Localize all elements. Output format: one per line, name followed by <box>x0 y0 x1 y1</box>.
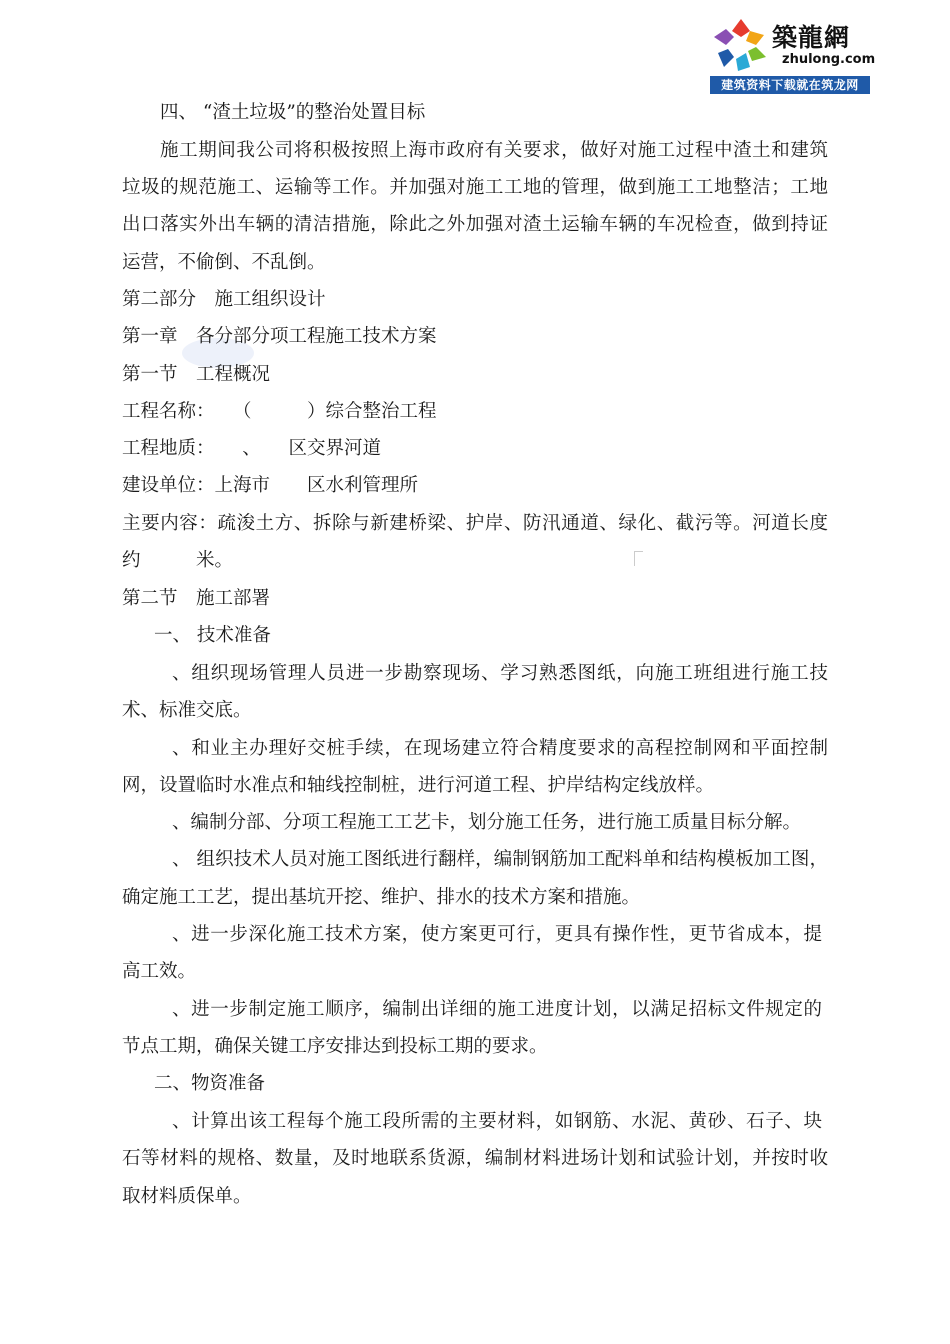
project-content: 主要内容：疏浚土方、拆除与新建桥梁、护岸、防汛通道、绿化、截污等。河道长度 <box>122 513 828 534</box>
list-item: 确定施工工艺，提出基坑开挖、维护、排水的技术方案和措施。 <box>122 887 641 908</box>
list-item: 高工效。 <box>122 961 197 982</box>
list-item: 石等材料的规格、数量，及时地联系货源，编制材料进场计划和试验计划，并按时收 <box>122 1148 828 1169</box>
list-item: 术、标准交底。 <box>122 700 252 721</box>
list-item: 节点工期，确保关键工序安排达到投标工期的要求。 <box>122 1036 548 1057</box>
project-name: 工程名称： （ ）综合整治工程 <box>122 401 437 422</box>
logo-slogan: 建筑资料下载就在筑龙网 <box>710 76 870 94</box>
list-item: 、 组织技术人员对施工图纸进行翻样，编制钢筋加工配料单和结构模板加工图， <box>172 849 828 870</box>
section-heading: 第二节 施工部署 <box>122 588 271 609</box>
list-item: 、进一步制定施工顺序，编制出详细的施工进度计划，以满足招标文件规定的 <box>172 999 822 1020</box>
list-item: 、组织现场管理人员进一步勘察现场、学习熟悉图纸，向施工班组进行施工技 <box>172 663 828 684</box>
paragraph-line: 运营，不偷倒、不乱倒。 <box>122 252 326 273</box>
zhulong-mark-icon <box>712 17 770 75</box>
part-heading: 第二部分 施工组织设计 <box>122 289 326 310</box>
list-item: 、计算出该工程每个施工段所需的主要材料，如钢筋、水泥、黄砂、石子、块 <box>172 1111 822 1132</box>
zhulong-logo <box>710 14 876 94</box>
section-heading: 四、 “渣土垃圾”的整治处置目标 <box>160 102 426 123</box>
project-owner: 建设单位：上海市 区水利管理所 <box>122 475 419 496</box>
list-item: 网，设置临时水准点和轴线控制桩，进行河道工程、护岸结构定线放样。 <box>122 775 715 796</box>
list-item: 、进一步深化施工技术方案，使方案更可行，更具有操作性，更节省成本，提 <box>172 924 822 945</box>
chapter-heading: 第一章 各分部分项工程施工技术方案 <box>122 326 437 347</box>
logo-name: 築龍網 <box>772 23 851 52</box>
paragraph-line: 出口落实外出车辆的清洁措施，除此之外加强对渣土运输车辆的车况检查，做到持证 <box>122 214 828 235</box>
project-content: 约 米。 <box>122 550 234 571</box>
project-geology: 工程地质： 、 区交界河道 <box>122 438 382 459</box>
corner-mark <box>634 551 643 566</box>
subsection-heading: 一、 技术准备 <box>154 625 271 646</box>
paragraph-line: 垃圾的规范施工、运输等工作。并加强对施工工地的管理，做到施工工地整洁；工地 <box>122 177 828 198</box>
paragraph-line: 施工期间我公司将积极按照上海市政府有关要求，做好对施工过程中渣土和建筑 <box>160 140 828 161</box>
logo-domain: zhulong.com <box>782 52 876 67</box>
list-item: 、和业主办理好交桩手续，在现场建立符合精度要求的高程控制网和平面控制 <box>172 738 828 759</box>
subsection-heading: 二、物资准备 <box>154 1073 266 1094</box>
list-item: 、编制分部、分项工程施工工艺卡，划分施工任务，进行施工质量目标分解。 <box>172 812 802 833</box>
list-item: 取材料质保单。 <box>122 1186 252 1207</box>
section-heading: 第一节 工程概况 <box>122 364 271 385</box>
